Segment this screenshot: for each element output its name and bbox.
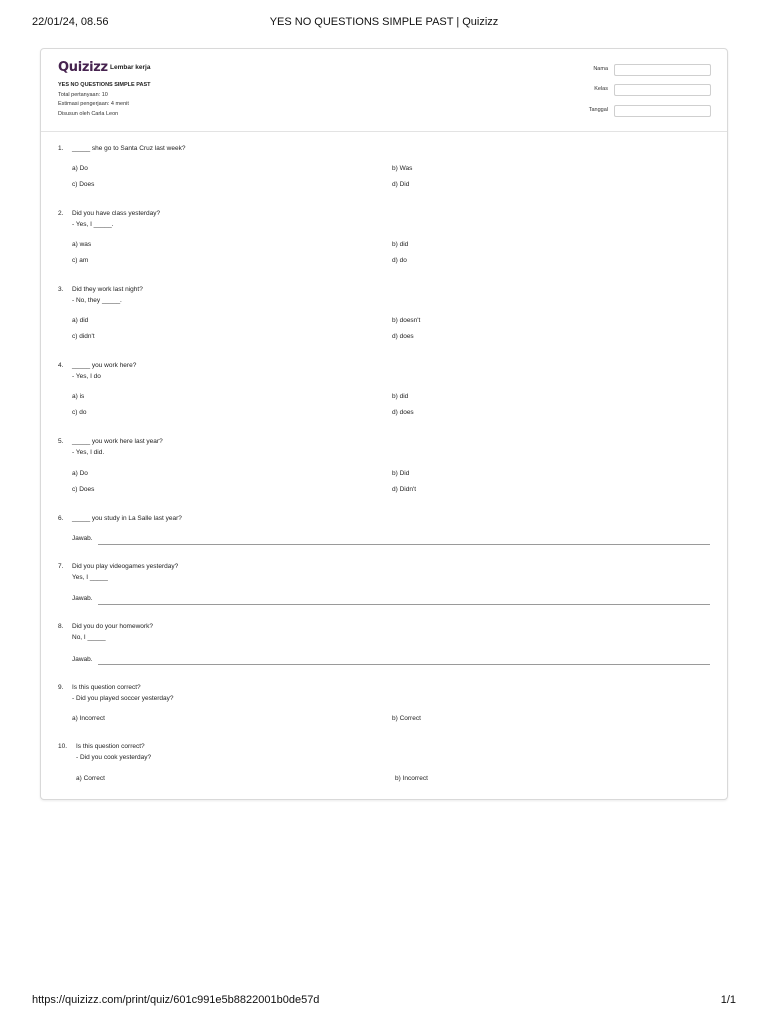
question-number: 2.: [58, 210, 64, 217]
question-subtext: Yes, I _____: [72, 574, 108, 581]
name-field[interactable]: [614, 64, 711, 76]
question-text: _____ you work here?: [72, 362, 137, 369]
question-number: 5.: [58, 438, 64, 445]
answer-label: Jawab.: [72, 656, 93, 663]
worksheet: [40, 48, 728, 800]
total-questions: Total pertanyaan: 10: [58, 92, 108, 98]
print-footer: [32, 994, 736, 1008]
quiz-title: YES NO QUESTIONS SIMPLE PAST: [58, 82, 151, 88]
answer-label: Jawab.: [72, 535, 93, 542]
question-number: 6.: [58, 515, 64, 522]
option-b[interactable]: b) Did: [392, 470, 410, 477]
question-subtext: No, I _____: [72, 634, 106, 641]
option-a[interactable]: a) Incorrect: [72, 715, 105, 722]
worksheet-subtitle: Lembar kerja: [110, 64, 151, 71]
question-number: 1.: [58, 145, 64, 152]
question-text: Did they work last night?: [72, 286, 143, 293]
question-text: Did you do your homework?: [72, 623, 153, 630]
question-subtext: - Did you played soccer yesterday?: [72, 695, 174, 702]
option-b[interactable]: b) Incorrect: [395, 775, 428, 782]
option-c[interactable]: c) Does: [72, 486, 95, 493]
question-text: _____ she go to Santa Cruz last week?: [72, 145, 186, 152]
question-subtext: - Yes, I do: [72, 373, 101, 380]
answer-label: Jawab.: [72, 595, 93, 602]
time-estimate: Estimasi pengerjaan: 4 menit: [58, 101, 129, 107]
option-b[interactable]: b) did: [392, 241, 409, 248]
question-text: Is this question correct?: [72, 684, 141, 691]
question-number: 4.: [58, 362, 64, 369]
worksheet-header: [41, 49, 727, 132]
option-a[interactable]: a) did: [72, 317, 89, 324]
question-text: Did you play videogames yesterday?: [72, 563, 179, 570]
print-header: [32, 16, 736, 30]
question-subtext: - No, they _____.: [72, 297, 122, 304]
question-text: _____ you study in La Salle last year?: [72, 515, 182, 522]
option-b[interactable]: b) Was: [392, 165, 413, 172]
option-b[interactable]: b) Correct: [392, 715, 421, 722]
option-d[interactable]: d) do: [392, 257, 407, 264]
question-number: 3.: [58, 286, 64, 293]
date-label: Tanggal: [588, 107, 608, 113]
option-a[interactable]: a) Correct: [76, 775, 105, 782]
option-c[interactable]: c) didn't: [72, 333, 95, 340]
option-a[interactable]: a) Do: [72, 470, 88, 477]
class-field[interactable]: [614, 84, 711, 96]
option-c[interactable]: c) Does: [72, 181, 95, 188]
option-c[interactable]: c) am: [72, 257, 89, 264]
question-number: 9.: [58, 684, 64, 691]
name-label: Nama: [593, 66, 608, 72]
quizizz-logo: Quizizz: [58, 60, 108, 75]
option-b[interactable]: b) did: [392, 393, 409, 400]
print-title: YES NO QUESTIONS SIMPLE PAST | Quizizz: [269, 16, 499, 28]
print-date: 22/01/24, 08.56: [32, 16, 109, 28]
option-d[interactable]: d) does: [392, 333, 414, 340]
option-a[interactable]: a) was: [72, 241, 92, 248]
question-subtext: - Did you cook yesterday?: [76, 754, 152, 761]
date-field[interactable]: [614, 105, 711, 117]
question-number: 10.: [58, 743, 68, 750]
question-number: 8.: [58, 623, 64, 630]
print-url[interactable]: https://quizizz.com/print/quiz/601c991e5b8822001b0de57d: [32, 994, 320, 1006]
option-d[interactable]: d) does: [392, 409, 414, 416]
option-d[interactable]: d) Did: [392, 181, 410, 188]
page-number: 1/1: [720, 994, 736, 1006]
answer-line[interactable]: [98, 544, 710, 545]
option-d[interactable]: d) Didn't: [392, 486, 417, 493]
question-subtext: - Yes, I did.: [72, 449, 105, 456]
question-subtext: - Yes, I _____.: [72, 221, 114, 228]
option-a[interactable]: a) is: [72, 393, 85, 400]
option-b[interactable]: b) doesn't: [392, 317, 421, 324]
question-text: _____ you work here last year?: [72, 438, 163, 445]
option-a[interactable]: a) Do: [72, 165, 88, 172]
question-number: 7.: [58, 563, 64, 570]
question-text: Did you have class yesterday?: [72, 210, 161, 217]
author: Disusun oleh Carla Leon: [58, 111, 119, 117]
answer-line[interactable]: [98, 604, 710, 605]
question-text: Is this question correct?: [76, 743, 145, 750]
class-label: Kelas: [594, 86, 608, 92]
option-c[interactable]: c) do: [72, 409, 87, 416]
answer-line[interactable]: [98, 664, 710, 665]
